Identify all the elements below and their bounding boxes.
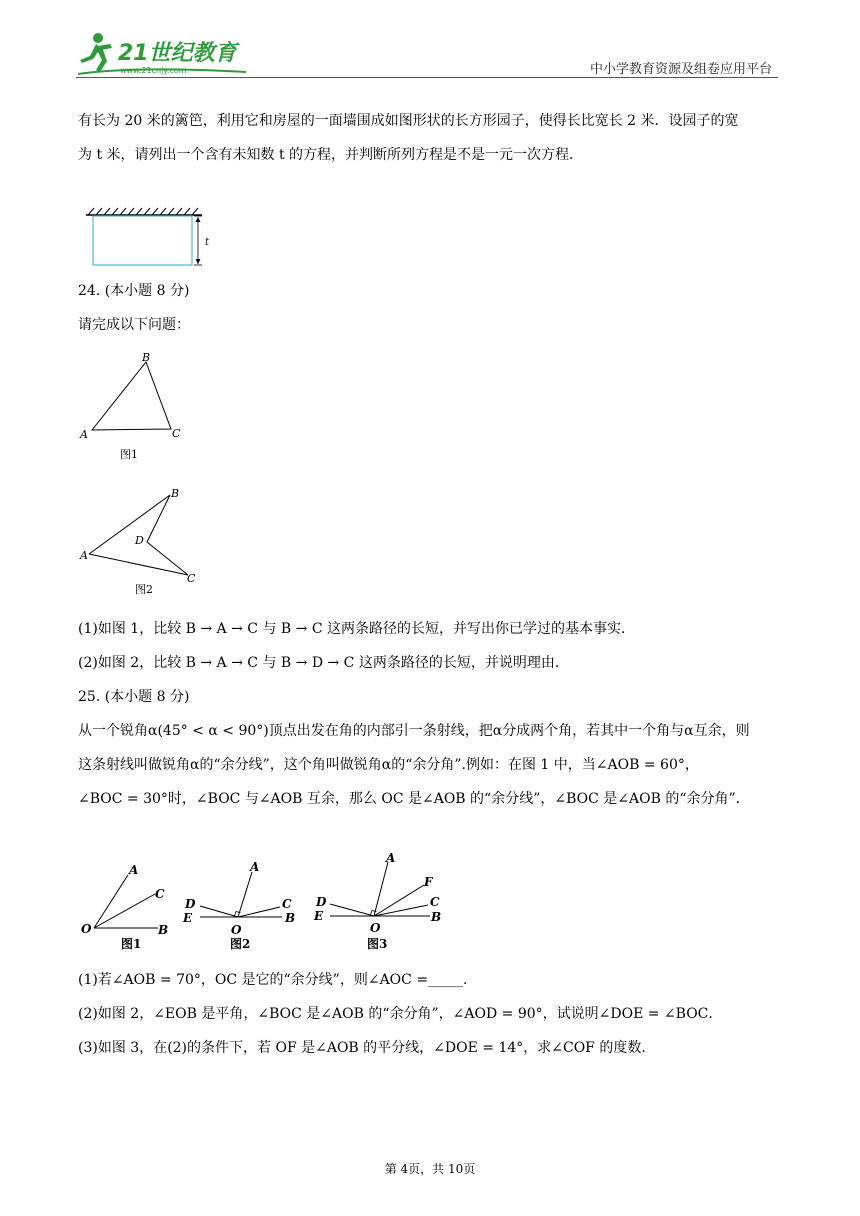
q25-text-line2: 这条射线叫做锐角α的“余分线”，这个角叫做锐角α的“余分角”.例如：在图 1 中，当∠AOB = 60°， [78, 757, 699, 773]
q25-fig3-label-E: E [314, 909, 324, 923]
page-footer: 第 4页，共 10页 [384, 1162, 476, 1176]
q24-figure-1 [78, 350, 188, 465]
q23-text-line2: 为 t 米，请列出一个含有未知数 t 的方程，并判断所列方程是不是一元一次方程． [78, 147, 584, 163]
header-divider [76, 77, 778, 78]
q25-fig2-label-O: O [231, 923, 242, 937]
page-header [0, 0, 860, 82]
q25-fig2-label-C: C [282, 897, 292, 911]
q23-text-line1: 有长为 20 米的篱笆，利用它和房屋的一面墙围成如图形状的长方形园子，使得长比宽长 2 米．设园子的宽 [78, 113, 739, 129]
q25-part2: (2)如图 2，∠EOB 是平角，∠BOC 是∠AOB 的“余分角”，∠AOD = 90°，试说明∠DOE = ∠BOC． [78, 1006, 723, 1022]
q25-header: 25. (本小题 8 分) [78, 689, 190, 705]
fig2-label-B: B [171, 487, 180, 500]
fig2-label-D: D [135, 534, 144, 547]
q24-header: 24. (本小题 8 分) [78, 283, 190, 299]
svg-text:www.21cnjy.com: www.21cnjy.com [120, 66, 187, 75]
q25-fig3-label-D: D [316, 895, 327, 909]
q24-part1: (1)如图 1，比较 B → A → C 与 B → C 这两条路径的长短，并写出你已学过的基本事实． [78, 621, 635, 637]
q25-fig2-label-B: B [285, 911, 296, 925]
width-label: t [205, 237, 210, 248]
fig1-label-C: C [172, 427, 181, 440]
q25-figure-3 [310, 852, 450, 954]
q25-figure-1 [78, 858, 178, 954]
q25-fig1-label-B: B [158, 923, 169, 937]
runner-icon [80, 33, 112, 72]
q25-fig1-caption: 图1 [121, 937, 142, 951]
q25-fig3-label-F: F [424, 875, 433, 889]
q24-figure-2 [78, 484, 203, 599]
q25-fig1-label-A: A [129, 863, 139, 877]
fig2-label-A: A [80, 549, 88, 562]
fig2-label-C: C [187, 572, 196, 585]
q24-part2: (2)如图 2，比较 B → A → C 与 B → D → C 这两条路径的长短，并说明理由． [78, 655, 569, 671]
fig2-caption: 图2 [135, 583, 153, 596]
fig1-label-A: A [80, 428, 88, 441]
q25-fig3-label-O: O [370, 921, 381, 935]
svg-text:21世纪教育: 21世纪教育 [118, 41, 237, 66]
q25-text-line1: 从一个锐角α(45° < α < 90°)顶点出发在角的内部引一条射线，把α分成两个角，若其中一个角与α互余，则 [78, 723, 750, 739]
q25-part3: (3)如图 3，在(2)的条件下，若 OF 是∠AOB 的平分线，∠DOE = 14°，求∠COF 的度数． [78, 1040, 656, 1056]
q25-fig1-label-O: O [81, 922, 92, 936]
q24-intro: 请完成以下问题： [78, 317, 190, 333]
q25-fig2-label-D: D [185, 897, 196, 911]
q25-part1: (1)若∠AOB = 70°，OC 是它的“余分线”，则∠AOC =_____. [78, 972, 468, 988]
q25-fig2-label-E: E [183, 911, 193, 925]
q25-figure-2 [180, 854, 300, 954]
platform-name: 中小学教育资源及组卷应用平台 [589, 62, 772, 77]
q25-fig1-label-C: C [155, 887, 165, 901]
q25-fig3-label-B: B [431, 910, 442, 924]
q25-fig3-label-A: A [386, 852, 396, 865]
q25-text-line3: ∠BOC = 30°时，∠BOC 与∠AOB 互余，那么 OC 是∠AOB 的“余分线”，∠BOC 是∠AOB 的“余分角”． [78, 791, 750, 807]
q25-fig2-caption: 图2 [230, 937, 251, 951]
q25-fig2-label-A: A [250, 860, 260, 874]
q25-fig3-caption: 图3 [367, 937, 388, 951]
fig1-label-B: B [142, 351, 151, 364]
fig1-caption: 图1 [120, 448, 138, 461]
21cnjy-logo [76, 30, 256, 78]
q25-fig3-label-C: C [430, 895, 440, 909]
q23-garden-figure [84, 205, 214, 271]
